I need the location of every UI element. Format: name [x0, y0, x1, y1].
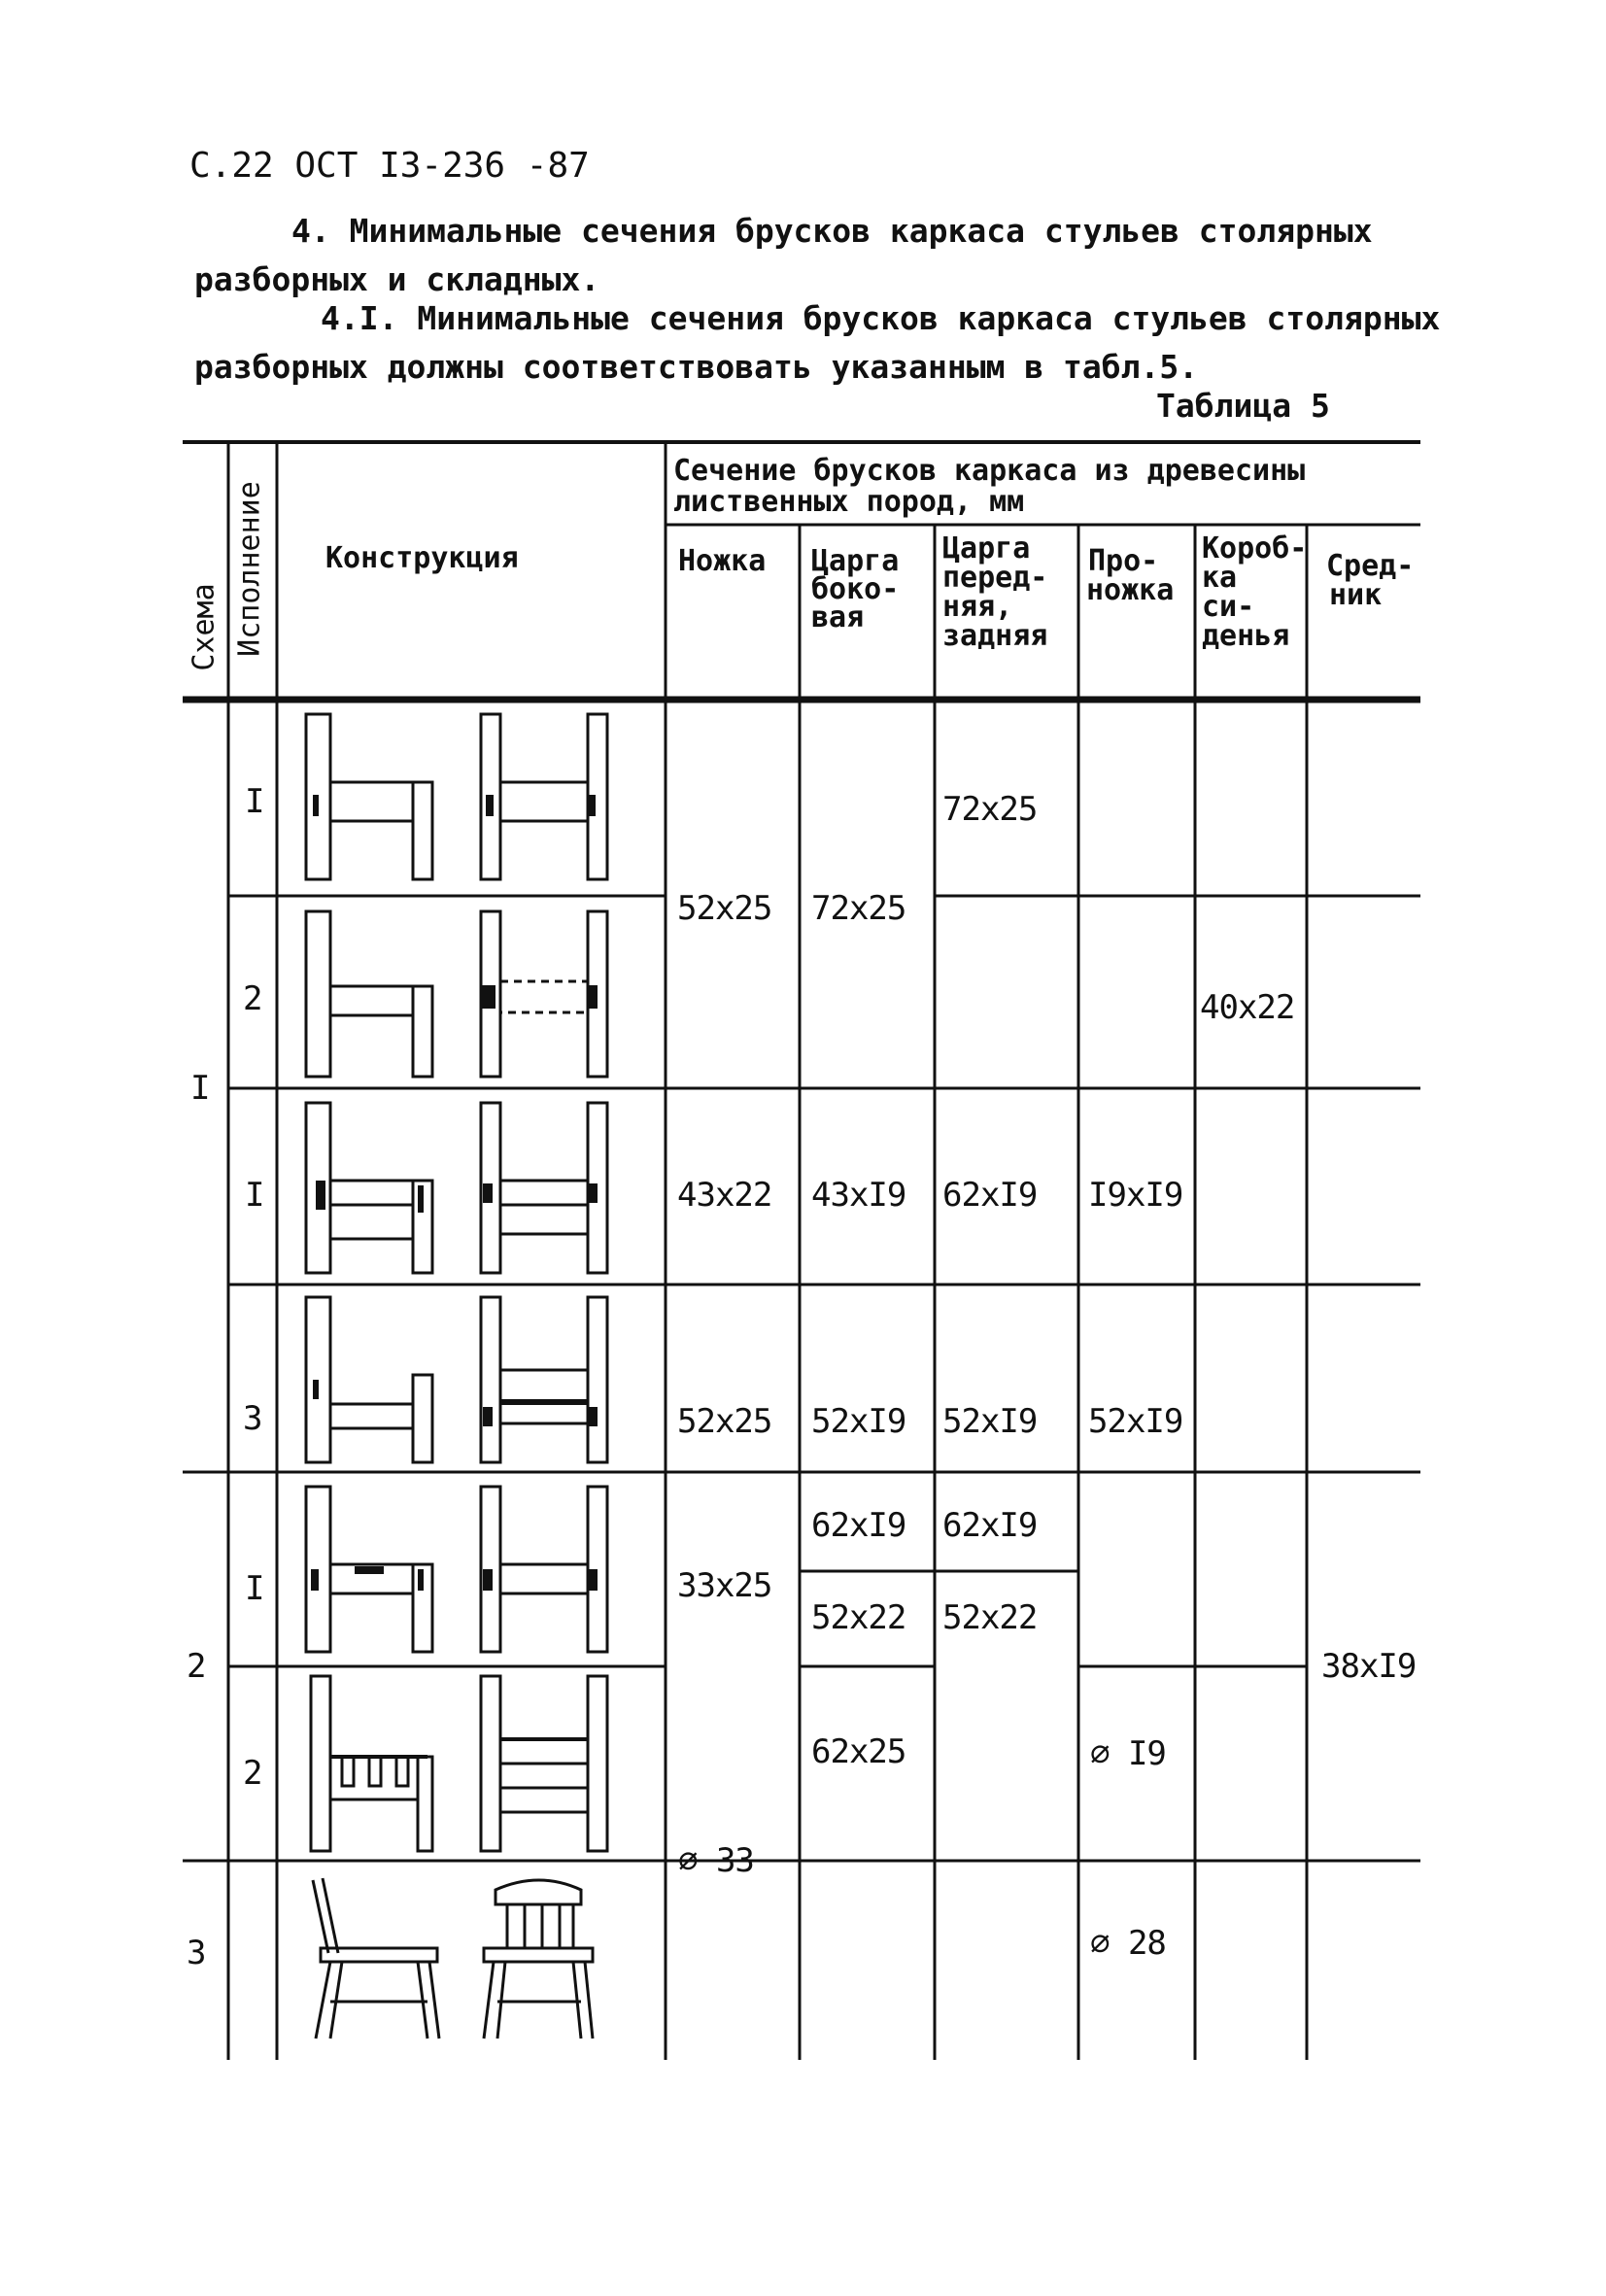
cell-r4-nozhka: 52x25: [677, 1402, 772, 1441]
cell-r3-pronozhka: I9xI9: [1088, 1176, 1183, 1215]
isp-row5: I: [245, 1569, 264, 1608]
header-tsarga-bokovaya-3: вая: [811, 600, 865, 634]
cell-r5b-tsarga-bok: 52x22: [811, 1598, 906, 1637]
table-caption: Таблица 5: [1156, 387, 1330, 425]
construction-drawing-row2: [306, 911, 607, 1077]
cell-r3-nozhka: 43x22: [677, 1176, 772, 1215]
cell-r12-tsarga-bok: 72x25: [811, 889, 906, 928]
cell-r4-tsarga-per: 52xI9: [942, 1402, 1038, 1441]
cell-srednik: 38xI9: [1321, 1647, 1417, 1686]
header-srednik-1: Сред-: [1326, 549, 1415, 583]
schema-label-3: 3: [187, 1934, 206, 1972]
cell-r5b-tsarga-per: 52x22: [942, 1598, 1038, 1637]
cell-r67-nozhka: ⌀ 33: [678, 1841, 754, 1880]
header-tsarga-perednyaya-2: перед-: [942, 561, 1048, 595]
header-tsarga-bokovaya-1: Царга: [811, 544, 900, 578]
header-korobka-3: си-: [1202, 590, 1255, 624]
cell-r5-nozhka: 33x25: [677, 1566, 772, 1605]
cell-r6-pronozhka: ⌀ I9: [1090, 1734, 1166, 1773]
header-group-line2: лиственных пород, мм: [673, 485, 1025, 519]
header-tsarga-perednyaya-3: няя,: [942, 590, 1013, 624]
cell-r4-tsarga-bok: 52xI9: [811, 1402, 906, 1441]
header-tsarga-bokovaya-2: боко-: [811, 572, 900, 606]
paragraph-4-line1: 4. Минимальные сечения брусков каркаса стульев столярных: [291, 212, 1373, 250]
paragraph-4-1-line1: 4.I. Минимальные сечения брусков каркаса стульев столярных: [321, 299, 1441, 337]
header-ispolnenie: Исполнение: [232, 481, 267, 657]
header-pronozhka-1: Про-: [1088, 544, 1159, 578]
table-grid: [183, 442, 1420, 2060]
cell-r3-tsarga-bok: 43xI9: [811, 1176, 906, 1215]
cell-r7-pronozhka: ⌀ 28: [1090, 1924, 1166, 1963]
header-nozhka: Ножка: [678, 544, 767, 578]
cell-r2-korobka: 40x22: [1200, 988, 1295, 1027]
cell-r3-tsarga-per: 62xI9: [942, 1176, 1038, 1215]
construction-drawing-row3: [306, 1103, 607, 1273]
paragraph-4-1-line2: разборных должны соответствовать указанным в табл.5.: [194, 348, 1199, 386]
cell-r1-tsarga-per: 72x25: [942, 790, 1038, 829]
schema-label-2: 2: [187, 1647, 206, 1686]
isp-row2: 2: [243, 979, 262, 1018]
construction-drawing-row6: [311, 1676, 607, 1851]
cell-r5a-tsarga-per: 62xI9: [942, 1506, 1038, 1545]
construction-drawing-row1: [306, 714, 607, 879]
schema-label-1: I: [190, 1069, 210, 1108]
cell-r5a-tsarga-bok: 62xI9: [811, 1506, 906, 1545]
cell-r4-pronozhka: 52xI9: [1088, 1402, 1183, 1441]
isp-row4: 3: [243, 1399, 262, 1438]
header-tsarga-perednyaya-1: Царга: [942, 531, 1031, 565]
header-construction: Конструкция: [325, 541, 519, 575]
construction-drawing-row7: [313, 1878, 593, 2039]
header-group-line1: Сечение брусков каркаса из древесины: [673, 454, 1306, 488]
isp-row1: I: [245, 782, 264, 821]
header-korobka-2: ка: [1202, 561, 1238, 595]
cell-r12-nozhka: 52x25: [677, 889, 772, 928]
header-korobka-4: денья: [1202, 619, 1290, 653]
header-pronozhka-2: ножка: [1086, 573, 1175, 607]
header-schema: Схема: [187, 583, 222, 671]
cell-r6-tsarga-bok: 62x25: [811, 1732, 906, 1771]
header-srednik-2: ник: [1329, 578, 1383, 612]
construction-drawing-row5: [306, 1487, 607, 1652]
paragraph-4-line2: разборных и складных.: [194, 260, 600, 298]
header-tsarga-perednyaya-4: задняя: [942, 619, 1048, 653]
isp-row6: 2: [243, 1754, 262, 1793]
page-header: С.22 ОСТ I3-236 -87: [189, 146, 590, 186]
header-korobka-1: Короб-: [1202, 531, 1308, 565]
isp-row3: I: [245, 1176, 264, 1215]
construction-drawing-row4: [306, 1297, 607, 1462]
